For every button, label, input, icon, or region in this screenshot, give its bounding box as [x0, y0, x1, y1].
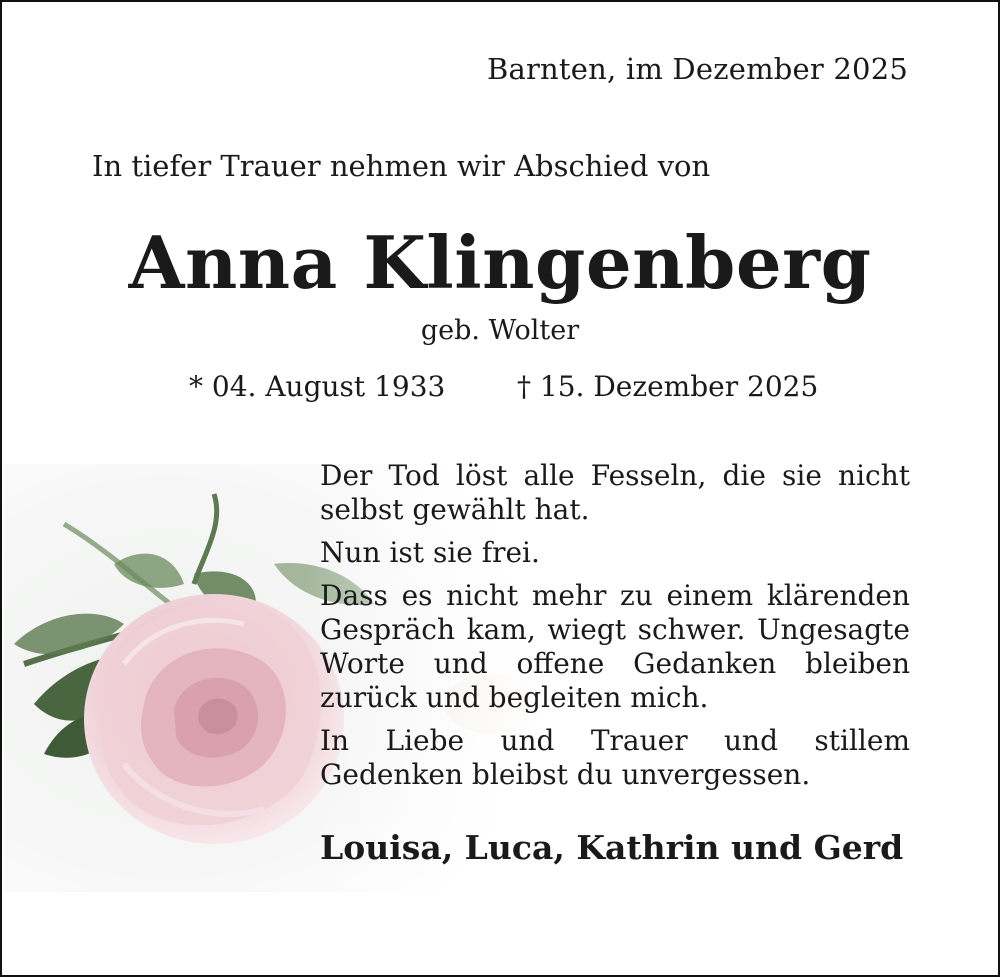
signers: Louisa, Luca, Kathrin und Gerd	[320, 828, 904, 867]
death-date: † 15. Dezember 2025	[517, 370, 819, 403]
place-date: Barnten, im Dezember 2025	[486, 52, 908, 86]
poem-paragraph: In Liebe und Trauer und stillem Gedenken bleibst du unvergessen.	[320, 724, 910, 791]
poem-paragraph: Der Tod löst alle Fesseln, die sie nicht selbst gewählt hat.	[320, 459, 910, 526]
intro-text: In tiefer Trauer nehmen wir Abschied von	[92, 149, 711, 183]
birth-date: * 04. August 1933	[189, 370, 446, 403]
poem-paragraph: Nun ist sie frei.	[320, 536, 540, 569]
poem-paragraph: Dass es nicht mehr zu einem klärenden Gespräch kam, wiegt schwer. Ungesagte Worte und offene Gedanken bleiben zurück und begleiten mich.	[320, 579, 910, 714]
deceased-name: Anna Klingenberg	[128, 220, 872, 305]
poem	[320, 459, 910, 801]
maiden-name: geb. Wolter	[420, 315, 580, 346]
